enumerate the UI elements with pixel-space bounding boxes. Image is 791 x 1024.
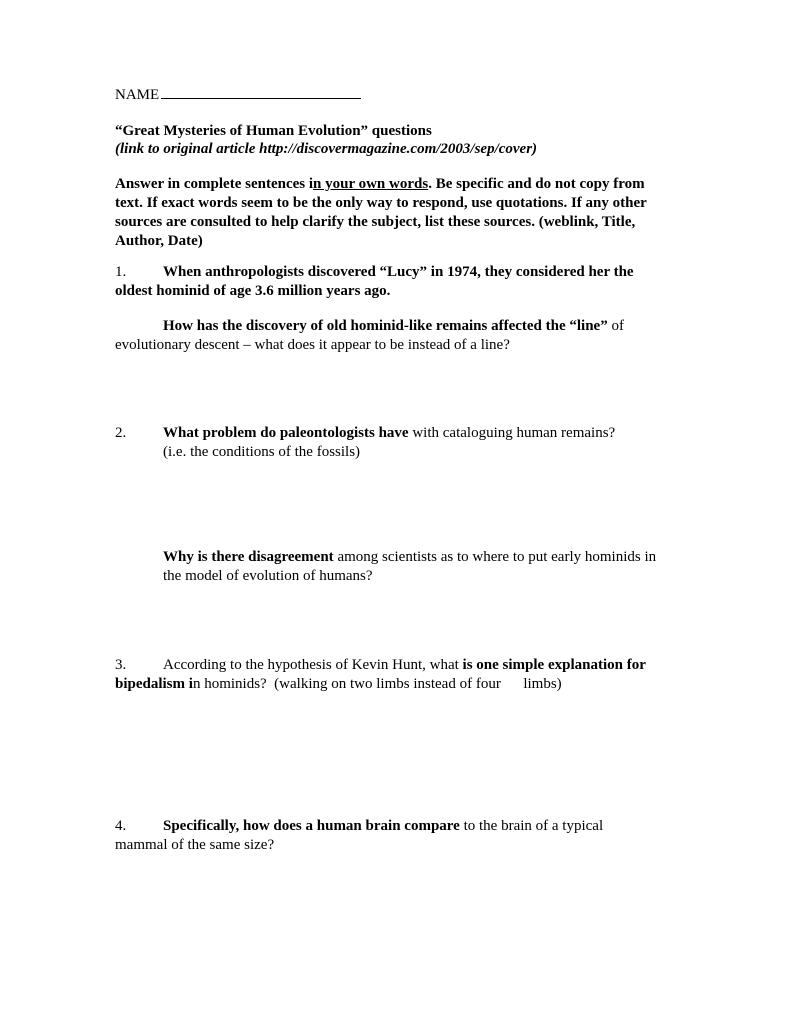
article-link[interactable]: (link to original article http://discovermagazine.com/2003/sep/cover) xyxy=(115,141,538,157)
name-field xyxy=(115,84,361,105)
sub-question-bold: How has the discovery of old hominid-like remains affected the “line” xyxy=(163,318,608,334)
name-label: NAME xyxy=(115,87,160,103)
instructions-line-3: sources are consulted to help clarify the subject, list these sources. (weblink, Title, xyxy=(115,214,636,230)
question-text-continued: oldest hominid of age 3.6 million years ago. xyxy=(115,283,391,299)
question-hint: (i.e. the conditions of the fossils) xyxy=(163,444,361,460)
sub-question-continued: evolutionary descent – what does it appear to be instead of a line? xyxy=(115,337,510,353)
question-text-bold: is one simple explanation for xyxy=(462,657,646,673)
question-text-bold: What problem do paleontologists have xyxy=(163,425,409,441)
name-blank-line[interactable] xyxy=(161,84,361,99)
article-link-line xyxy=(115,140,537,159)
title-text: “Great Mysteries of Human Evolution” questions xyxy=(115,123,432,139)
instructions xyxy=(115,175,685,251)
question-text: When anthropologists discovered “Lucy” in 1974, they considered her the xyxy=(163,264,634,280)
sub-question-continued: the model of evolution of humans? xyxy=(163,568,373,584)
question-text-bold: Specifically, how does a human brain compare xyxy=(163,818,460,834)
question-1-sub: How has the discovery of old hominid-like remains affected the “line” of evolutionary descent – what does it appear to be instead of a line? xyxy=(115,318,624,353)
question-2: 2. What problem do paleontologists have with cataloguing human remains? (i.e. the conditions of the fossils) xyxy=(115,425,616,460)
question-number: 1. xyxy=(115,264,127,280)
question-1 xyxy=(115,263,695,301)
question-text-continued: mammal of the same size? xyxy=(115,837,275,853)
question-4: 4. Specifically, how does a human brain compare to the brain of a typical mammal of the same size? xyxy=(115,818,604,853)
question-number: 2. xyxy=(115,425,127,441)
question-3: 3. According to the hypothesis of Kevin Hunt, what is one simple explanation for bipedalism in hominids? (walking on two limbs instead of four limbs) xyxy=(115,657,646,692)
instructions-line-2: text. If exact words seem to be the only way to respond, use quotations. If any other xyxy=(115,195,647,211)
instructions-line-4: Author, Date) xyxy=(115,233,203,249)
sub-question-bold: Why is there disagreement xyxy=(163,549,334,565)
worksheet-title xyxy=(115,122,432,141)
instructions-line-1: Answer in complete sentences in your own words. Be specific and do not copy from xyxy=(115,176,645,192)
question-number: 4. xyxy=(115,818,127,834)
question-2-sub: Why is there disagreement among scientists as to where to put early hominids in the model of evolution of humans? xyxy=(163,549,657,584)
question-number: 3. xyxy=(115,657,127,673)
